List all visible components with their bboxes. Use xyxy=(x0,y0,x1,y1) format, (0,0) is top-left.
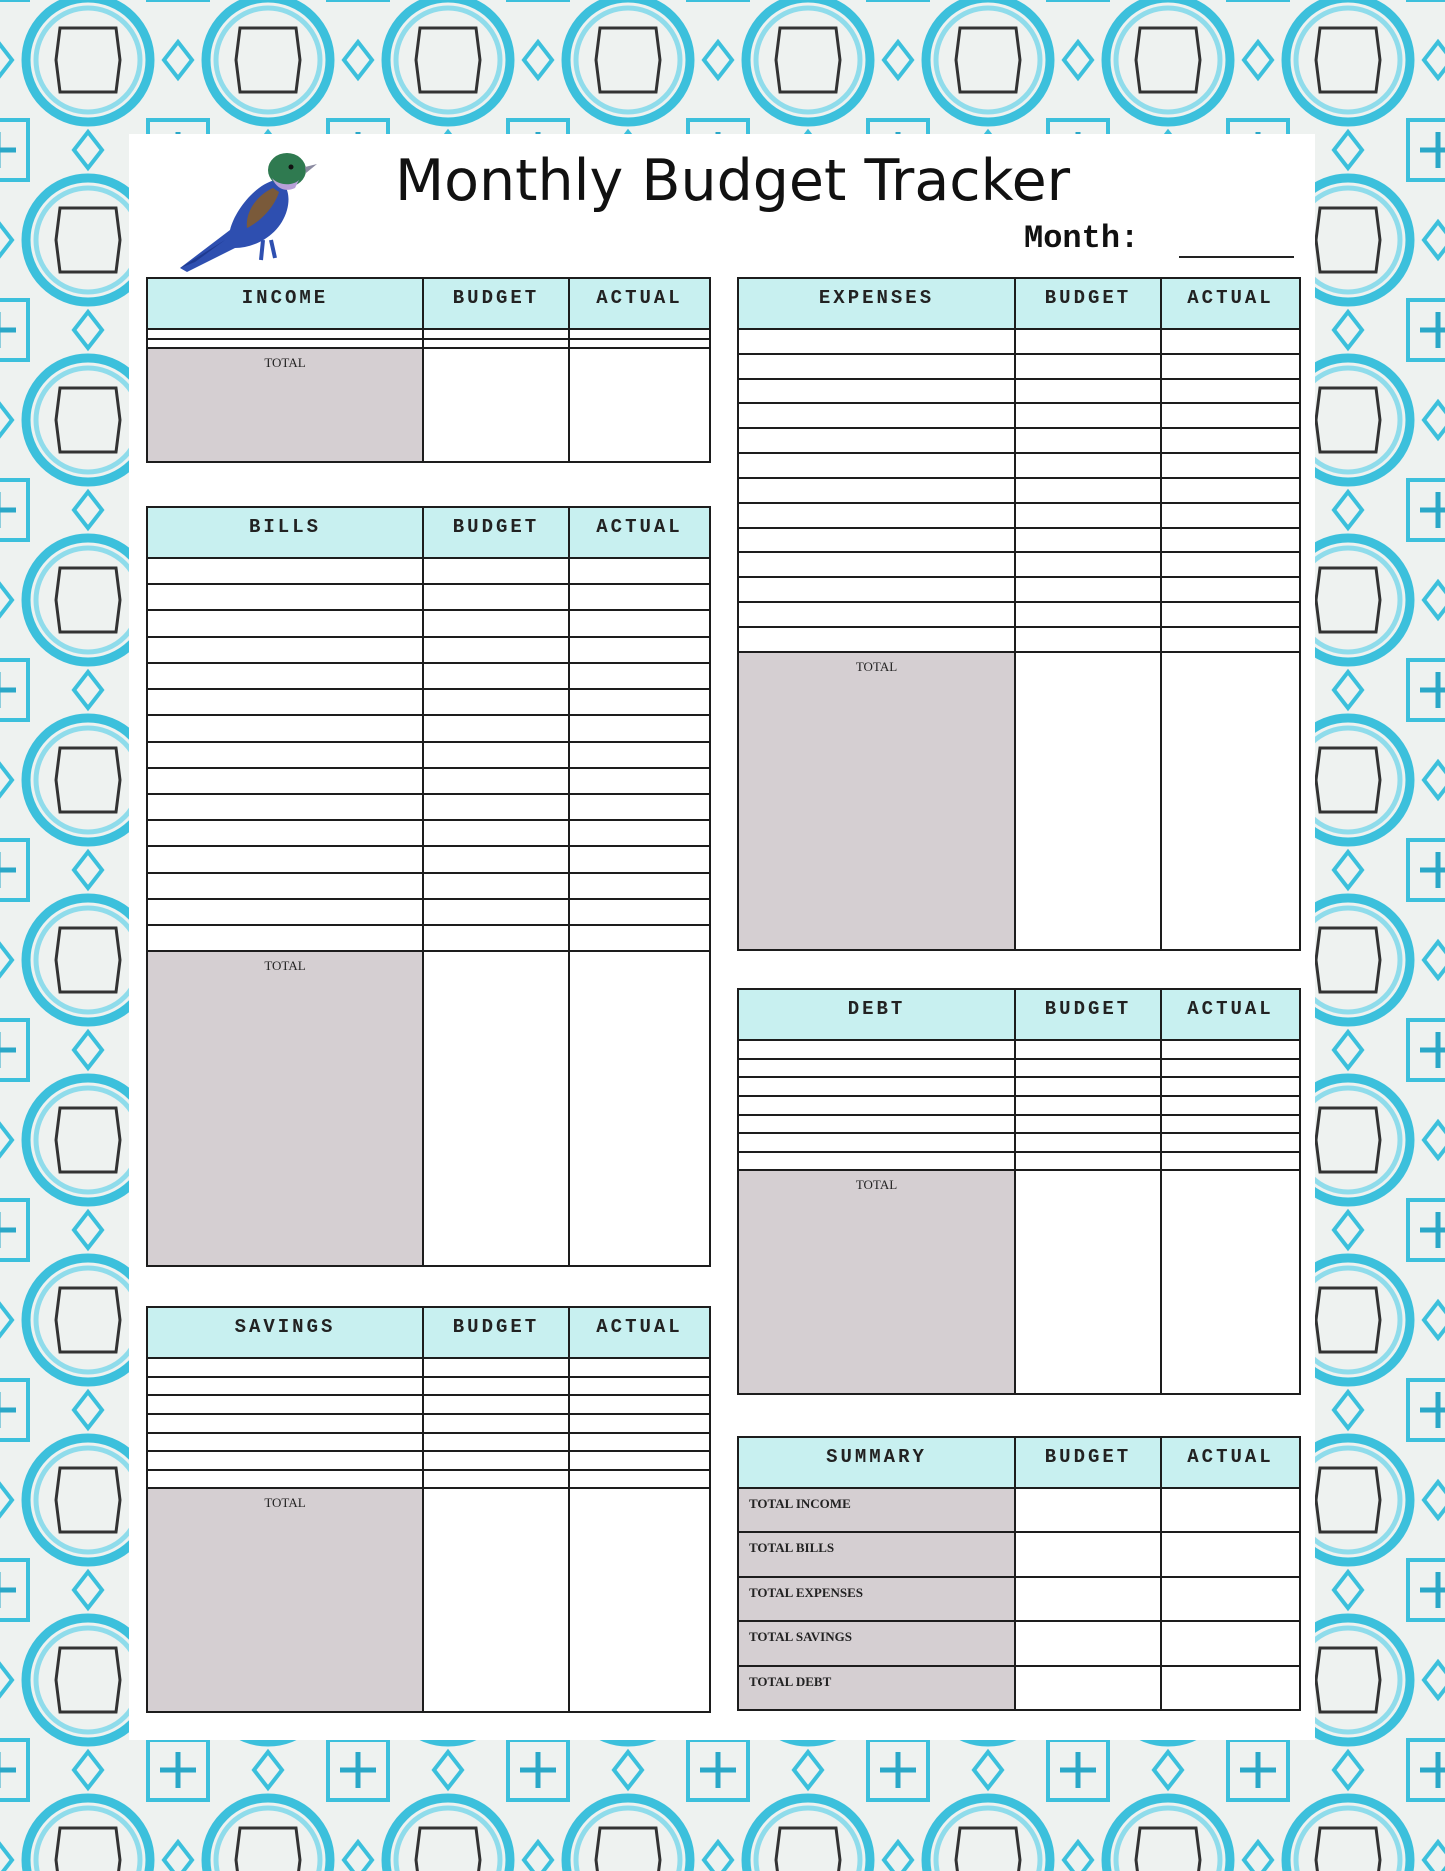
budget-cell[interactable] xyxy=(423,768,569,794)
summary-label: TOTAL DEBT xyxy=(738,1666,1015,1710)
item-cell[interactable] xyxy=(738,602,1015,627)
total-row xyxy=(738,1170,1300,1394)
actual-cell[interactable] xyxy=(569,715,710,741)
table-row xyxy=(147,1451,710,1470)
table-row xyxy=(147,820,710,846)
actual-header: ACTUAL xyxy=(569,1307,710,1358)
item-cell[interactable] xyxy=(738,1133,1015,1152)
actual-cell[interactable] xyxy=(1161,1133,1300,1152)
budget-header: BUDGET xyxy=(1015,278,1161,329)
actual-cell[interactable] xyxy=(569,1358,710,1377)
total-label: TOTAL xyxy=(147,951,423,1266)
table-row xyxy=(147,925,710,951)
budget-cell[interactable] xyxy=(423,1414,569,1433)
actual-header: ACTUAL xyxy=(569,278,710,329)
bills-title: BILLS xyxy=(147,507,423,558)
budget-cell[interactable] xyxy=(423,329,569,339)
table-row xyxy=(738,627,1300,652)
actual-cell[interactable] xyxy=(569,1395,710,1414)
income-table xyxy=(146,277,711,463)
item-cell[interactable] xyxy=(738,1059,1015,1078)
budget-cell[interactable] xyxy=(423,820,569,846)
item-cell[interactable] xyxy=(147,1470,423,1489)
budget-cell[interactable] xyxy=(423,873,569,899)
table-row xyxy=(738,1152,1300,1171)
actual-cell[interactable] xyxy=(1161,1532,1300,1576)
actual-cell[interactable] xyxy=(569,768,710,794)
summary-row xyxy=(738,1488,1300,1532)
budget-cell[interactable] xyxy=(1015,1577,1161,1621)
month-input-line[interactable] xyxy=(1179,256,1294,258)
actual-cell[interactable] xyxy=(569,584,710,610)
budget-cell[interactable] xyxy=(1015,503,1161,528)
table-row xyxy=(738,1077,1300,1096)
actual-cell[interactable] xyxy=(1161,1115,1300,1134)
table-row xyxy=(738,329,1300,354)
table-row xyxy=(147,339,710,349)
budget-cell[interactable] xyxy=(1015,627,1161,652)
budget-cell[interactable] xyxy=(1015,1666,1161,1710)
total-row xyxy=(147,1488,710,1712)
table-row xyxy=(147,1433,710,1452)
table-row xyxy=(147,1470,710,1489)
budget-cell[interactable] xyxy=(1015,403,1161,428)
actual-cell[interactable] xyxy=(1161,1077,1300,1096)
actual-cell[interactable] xyxy=(569,1414,710,1433)
table-row xyxy=(147,329,710,339)
budget-cell[interactable] xyxy=(1015,478,1161,503)
budget-cell[interactable] xyxy=(423,584,569,610)
summary-row xyxy=(738,1621,1300,1665)
expenses-header-row xyxy=(738,278,1300,329)
table-row xyxy=(147,1377,710,1396)
actual-cell[interactable] xyxy=(569,899,710,925)
income-title: INCOME xyxy=(147,278,423,329)
actual-cell[interactable] xyxy=(1161,577,1300,602)
item-cell[interactable] xyxy=(738,1152,1015,1171)
summary-label: TOTAL SAVINGS xyxy=(738,1621,1015,1665)
summary-label: TOTAL EXPENSES xyxy=(738,1577,1015,1621)
table-row xyxy=(147,1395,710,1414)
budget-cell[interactable] xyxy=(1015,329,1161,354)
actual-header: ACTUAL xyxy=(1161,989,1300,1040)
actual-cell[interactable] xyxy=(1161,1040,1300,1059)
budget-cell[interactable] xyxy=(1015,1040,1161,1059)
table-row xyxy=(147,873,710,899)
budget-cell[interactable] xyxy=(423,742,569,768)
table-row xyxy=(147,1414,710,1433)
budget-cell[interactable] xyxy=(1015,1152,1161,1171)
item-cell[interactable] xyxy=(738,552,1015,577)
table-row xyxy=(738,403,1300,428)
table-row xyxy=(147,742,710,768)
actual-cell[interactable] xyxy=(569,339,710,349)
income-header-row xyxy=(147,278,710,329)
total-row xyxy=(147,951,710,1266)
summary-label: TOTAL INCOME xyxy=(738,1488,1015,1532)
actual-total-cell[interactable] xyxy=(569,348,710,462)
budget-cell[interactable] xyxy=(423,1395,569,1414)
actual-cell[interactable] xyxy=(569,846,710,872)
table-row xyxy=(738,379,1300,404)
actual-cell[interactable] xyxy=(1161,602,1300,627)
table-row xyxy=(738,503,1300,528)
actual-cell[interactable] xyxy=(569,1470,710,1489)
summary-label: TOTAL BILLS xyxy=(738,1532,1015,1576)
actual-cell[interactable] xyxy=(1161,1059,1300,1078)
actual-cell[interactable] xyxy=(569,1377,710,1396)
table-row xyxy=(147,899,710,925)
actual-cell[interactable] xyxy=(1161,1152,1300,1171)
budget-cell[interactable] xyxy=(423,637,569,663)
debt-table xyxy=(737,988,1301,1395)
table-row xyxy=(147,768,710,794)
item-cell[interactable] xyxy=(147,558,423,584)
actual-total-cell[interactable] xyxy=(1161,652,1300,950)
table-row xyxy=(147,584,710,610)
item-cell[interactable] xyxy=(147,1433,423,1452)
budget-cell[interactable] xyxy=(1015,1532,1161,1576)
budget-cell[interactable] xyxy=(1015,528,1161,553)
item-cell[interactable] xyxy=(147,768,423,794)
item-cell[interactable] xyxy=(147,1358,423,1377)
summary-row xyxy=(738,1532,1300,1576)
item-cell[interactable] xyxy=(738,627,1015,652)
budget-header: BUDGET xyxy=(423,278,569,329)
item-cell[interactable] xyxy=(147,846,423,872)
budget-cell[interactable] xyxy=(423,1377,569,1396)
item-cell[interactable] xyxy=(147,689,423,715)
budget-cell[interactable] xyxy=(423,899,569,925)
table-row xyxy=(738,453,1300,478)
debt-title: DEBT xyxy=(738,989,1015,1040)
budget-cell[interactable] xyxy=(1015,1115,1161,1134)
item-cell[interactable] xyxy=(738,478,1015,503)
table-row xyxy=(147,637,710,663)
budget-cell[interactable] xyxy=(1015,1059,1161,1078)
table-row xyxy=(738,1133,1300,1152)
budget-cell[interactable] xyxy=(1015,1077,1161,1096)
actual-cell[interactable] xyxy=(1161,428,1300,453)
actual-cell[interactable] xyxy=(1161,552,1300,577)
total-label: TOTAL xyxy=(738,1170,1015,1394)
item-cell[interactable] xyxy=(147,873,423,899)
budget-header: BUDGET xyxy=(1015,989,1161,1040)
actual-cell[interactable] xyxy=(1161,354,1300,379)
budget-cell[interactable] xyxy=(423,925,569,951)
item-cell[interactable] xyxy=(147,663,423,689)
item-cell[interactable] xyxy=(738,1096,1015,1115)
item-cell[interactable] xyxy=(738,428,1015,453)
budget-cell[interactable] xyxy=(1015,354,1161,379)
budget-total-cell[interactable] xyxy=(423,1488,569,1712)
budget-cell[interactable] xyxy=(423,610,569,636)
item-cell[interactable] xyxy=(147,339,423,349)
summary-table xyxy=(737,1436,1301,1711)
budget-header: BUDGET xyxy=(423,507,569,558)
actual-header: ACTUAL xyxy=(569,507,710,558)
actual-cell[interactable] xyxy=(569,689,710,715)
actual-cell[interactable] xyxy=(569,925,710,951)
budget-cell[interactable] xyxy=(423,846,569,872)
actual-cell[interactable] xyxy=(569,794,710,820)
budget-header: BUDGET xyxy=(1015,1437,1161,1488)
actual-cell[interactable] xyxy=(569,1451,710,1470)
budget-cell[interactable] xyxy=(1015,602,1161,627)
table-row xyxy=(738,552,1300,577)
actual-cell[interactable] xyxy=(569,663,710,689)
bird-illustration xyxy=(175,140,347,276)
item-cell[interactable] xyxy=(147,1414,423,1433)
table-row xyxy=(147,610,710,636)
month-label: Month: xyxy=(1024,220,1140,257)
item-cell[interactable] xyxy=(147,899,423,925)
actual-cell[interactable] xyxy=(569,820,710,846)
actual-total-cell[interactable] xyxy=(1161,1170,1300,1394)
table-row xyxy=(738,577,1300,602)
table-row xyxy=(738,1096,1300,1115)
actual-cell[interactable] xyxy=(1161,1096,1300,1115)
budget-cell[interactable] xyxy=(1015,1621,1161,1665)
budget-cell[interactable] xyxy=(1015,453,1161,478)
budget-cell[interactable] xyxy=(1015,1133,1161,1152)
actual-cell[interactable] xyxy=(569,637,710,663)
actual-cell[interactable] xyxy=(1161,453,1300,478)
table-row xyxy=(738,1115,1300,1134)
item-cell[interactable] xyxy=(147,1451,423,1470)
item-cell[interactable] xyxy=(738,329,1015,354)
budget-cell[interactable] xyxy=(1015,577,1161,602)
actual-cell[interactable] xyxy=(1161,528,1300,553)
budget-cell[interactable] xyxy=(423,1451,569,1470)
budget-cell[interactable] xyxy=(1015,1096,1161,1115)
bills-header-row xyxy=(147,507,710,558)
actual-cell[interactable] xyxy=(1161,1488,1300,1532)
budget-cell[interactable] xyxy=(423,339,569,349)
budget-header: BUDGET xyxy=(423,1307,569,1358)
actual-header: ACTUAL xyxy=(1161,1437,1300,1488)
budget-cell[interactable] xyxy=(1015,1488,1161,1532)
table-row xyxy=(147,663,710,689)
item-cell[interactable] xyxy=(147,637,423,663)
table-row xyxy=(738,1040,1300,1059)
budget-cell[interactable] xyxy=(423,663,569,689)
actual-cell[interactable] xyxy=(1161,379,1300,404)
budget-cell[interactable] xyxy=(423,689,569,715)
budget-cell[interactable] xyxy=(423,794,569,820)
table-row xyxy=(738,528,1300,553)
budget-cell[interactable] xyxy=(423,1470,569,1489)
table-row xyxy=(738,1059,1300,1078)
expenses-table xyxy=(737,277,1301,951)
savings-header-row xyxy=(147,1307,710,1358)
summary-row xyxy=(738,1577,1300,1621)
item-cell[interactable] xyxy=(147,584,423,610)
actual-cell[interactable] xyxy=(569,1433,710,1452)
actual-cell[interactable] xyxy=(1161,503,1300,528)
table-row xyxy=(147,715,710,741)
item-cell[interactable] xyxy=(147,329,423,339)
table-row xyxy=(738,478,1300,503)
table-row xyxy=(147,558,710,584)
budget-total-cell[interactable] xyxy=(1015,652,1161,950)
item-cell[interactable] xyxy=(738,453,1015,478)
summary-row xyxy=(738,1666,1300,1710)
budget-cell[interactable] xyxy=(1015,379,1161,404)
item-cell[interactable] xyxy=(147,1395,423,1414)
item-cell[interactable] xyxy=(147,820,423,846)
budget-cell[interactable] xyxy=(1015,552,1161,577)
bills-table xyxy=(146,506,711,1267)
item-cell[interactable] xyxy=(147,925,423,951)
savings-table xyxy=(146,1306,711,1713)
budget-total-cell[interactable] xyxy=(1015,1170,1161,1394)
item-cell[interactable] xyxy=(738,1040,1015,1059)
item-cell[interactable] xyxy=(738,577,1015,602)
item-cell[interactable] xyxy=(738,354,1015,379)
budget-cell[interactable] xyxy=(423,715,569,741)
item-cell[interactable] xyxy=(738,503,1015,528)
budget-cell[interactable] xyxy=(423,1433,569,1452)
total-row xyxy=(147,348,710,462)
item-cell[interactable] xyxy=(738,1115,1015,1134)
actual-cell[interactable] xyxy=(1161,478,1300,503)
actual-cell[interactable] xyxy=(1161,329,1300,354)
item-cell[interactable] xyxy=(738,528,1015,553)
table-row xyxy=(147,794,710,820)
item-cell[interactable] xyxy=(147,742,423,768)
actual-cell[interactable] xyxy=(1161,627,1300,652)
item-cell[interactable] xyxy=(147,1377,423,1396)
actual-total-cell[interactable] xyxy=(569,1488,710,1712)
savings-title: SAVINGS xyxy=(147,1307,423,1358)
item-cell[interactable] xyxy=(738,1077,1015,1096)
table-row xyxy=(147,846,710,872)
table-row xyxy=(738,428,1300,453)
page-title: Monthly Budget Tracker xyxy=(395,148,1071,214)
item-cell[interactable] xyxy=(738,379,1015,404)
actual-cell[interactable] xyxy=(569,329,710,339)
expenses-title: EXPENSES xyxy=(738,278,1015,329)
total-label: TOTAL xyxy=(738,652,1015,950)
actual-cell[interactable] xyxy=(1161,403,1300,428)
table-row xyxy=(738,354,1300,379)
item-cell[interactable] xyxy=(147,610,423,636)
item-cell[interactable] xyxy=(147,794,423,820)
total-label: TOTAL xyxy=(147,348,423,462)
actual-cell[interactable] xyxy=(1161,1577,1300,1621)
actual-total-cell[interactable] xyxy=(569,951,710,1266)
total-label: TOTAL xyxy=(147,1488,423,1712)
debt-header-row xyxy=(738,989,1300,1040)
budget-cell[interactable] xyxy=(423,1358,569,1377)
item-cell[interactable] xyxy=(738,403,1015,428)
table-row xyxy=(738,602,1300,627)
actual-cell[interactable] xyxy=(569,742,710,768)
table-row xyxy=(147,689,710,715)
summary-header-row xyxy=(738,1437,1300,1488)
actual-cell[interactable] xyxy=(569,873,710,899)
budget-total-cell[interactable] xyxy=(423,951,569,1266)
item-cell[interactable] xyxy=(147,715,423,741)
summary-title: SUMMARY xyxy=(738,1437,1015,1488)
actual-cell[interactable] xyxy=(569,610,710,636)
actual-cell[interactable] xyxy=(1161,1621,1300,1665)
total-row xyxy=(738,652,1300,950)
actual-cell[interactable] xyxy=(1161,1666,1300,1710)
budget-cell[interactable] xyxy=(423,558,569,584)
actual-cell[interactable] xyxy=(569,558,710,584)
budget-cell[interactable] xyxy=(1015,428,1161,453)
table-row xyxy=(147,1358,710,1377)
actual-header: ACTUAL xyxy=(1161,278,1300,329)
budget-total-cell[interactable] xyxy=(423,348,569,462)
